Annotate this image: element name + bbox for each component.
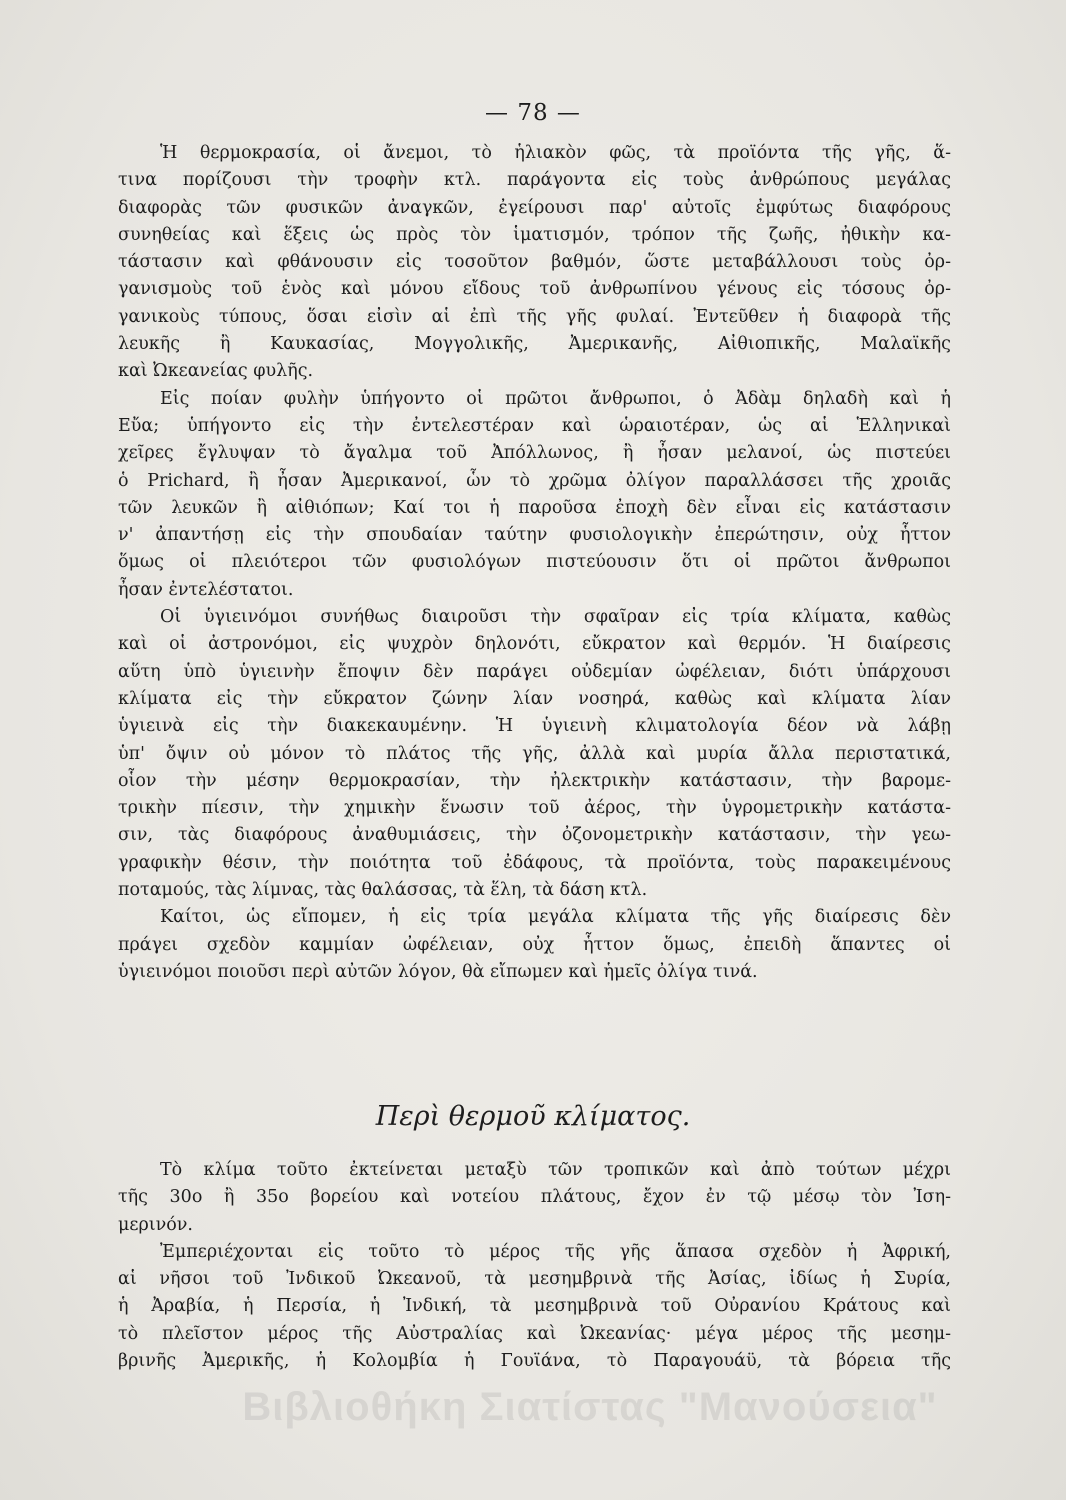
text-line: ὁ Prichard, ἢ ἦσαν Ἀμερικανοί, ὧν τὸ χρῶμα ὀλίγον παραλλάσσει τῆς χροιᾶς [118,470,951,491]
text-line: ποταμούς, τὰς λίμνας, τὰς θαλάσσας, τὰ ἕλη, τὰ δάση κτλ. [118,880,648,901]
text-line: οἷον τὴν μέσην θερμοκρασίαν, τὴν ἠλεκτρικὴν κατάστασιν, τὴν βαρομε- [118,770,951,791]
text-line: τῶν λευκῶν ἢ αἰθιόπων; Καί τοι ἡ παροῦσα ἐποχὴ δὲν εἶναι εἰς κατάστασιν [118,497,951,518]
text-line: τινα πορίζουσι τὴν τροφὴν κτλ. παράγοντα εἰς τοὺς ἀνθρώπους μεγάλας [118,170,951,191]
text-line: διαφορὰς τῶν φυσικῶν ἀναγκῶν, ἐγείρουσι παρ' αὐτοῖς ἐμφύτως διαφόρους [118,197,951,218]
section-heading: Περὶ θερμοῦ κλίματος. [375,1101,691,1132]
text-line: καὶ οἱ ἀστρονόμοι, εἰς ψυχρὸν δηλονότι, εὔκρατον καὶ θερμόν. Ἡ διαίρεσις [118,634,951,655]
body-text-bottom [118,1157,951,1375]
text-line: ὑπ' ὄψιν οὐ μόνον τὸ πλάτος τῆς γῆς, ἀλλὰ καὶ μυρία ἄλλα περιστατικά, [118,743,951,764]
text-line: συνηθείας καὶ ἕξεις ὡς πρὸς τὸν ἱματισμόν, τρόπον τῆς ζωῆς, ἠθικὴν κα- [118,224,951,245]
text-line: Τὸ κλίμα τοῦτο ἐκτείνεται μεταξὺ τῶν τροπικῶν καὶ ἀπὸ τούτων μέχρι [160,1160,951,1180]
text-line: ὑγιεινόμοι ποιοῦσι περὶ αὐτῶν λόγον, θὰ εἴπωμεν καὶ ἡμεῖς ὀλίγα τινά. [118,961,758,982]
library-watermark: Βιβλιοθήκη Σιατίστας "Μανούσεια" [242,1385,938,1429]
text-line: τῆς 30ο ἢ 35ο βορείου καὶ νοτείου πλάτους, ἔχον ἐν τῷ μέσῳ τὸν Ἰση- [118,1187,951,1208]
text-line: σιν, τὰς διαφόρους ἀναθυμιάσεις, τὴν ὀζονομετρικὴν κατάστασιν, τὴν γεω- [118,825,951,846]
text-line: ἡ Ἀραβία, ἡ Περσία, ἡ Ἰνδική, τὰ μεσημβρινὰ τοῦ Οὐρανίου Κράτους καὶ [118,1296,951,1317]
text-line: τάστασιν καὶ φθάνουσιν εἰς τοσοῦτον βαθμόν, ὥστε μεταβάλλουσι τοὺς ὀρ- [118,252,951,273]
text-line: Καίτοι, ὡς εἴπομεν, ἡ εἰς τρία μεγάλα κλίματα τῆς γῆς διαίρεσις δὲν [160,907,951,928]
text-line: Εἰς ποίαν φυλὴν ὑπήγοντο οἱ πρῶτοι ἄνθρωποι, ὁ Ἀδὰμ δηλαδὴ καὶ ἡ [160,388,951,409]
text-line: γραφικὴν θέσιν, τὴν ποιότητα τοῦ ἐδάφους, τὰ προϊόντα, τοὺς παρακειμένους [118,852,951,873]
text-line: Ἐμπεριέχονται εἰς τοῦτο τὸ μέρος τῆς γῆς ἅπασα σχεδὸν ἡ Ἀφρική, [160,1241,951,1262]
text-line: Οἱ ὑγιεινόμοι συνήθως διαιροῦσι τὴν σφαῖραν εἰς τρία κλίματα, καθὼς [160,607,951,628]
text-line: αἱ νῆσοι τοῦ Ἰνδικοῦ Ὠκεανοῦ, τὰ μεσημβρινὰ τῆς Ἀσίας, ἰδίως ἡ Συρία, [118,1269,951,1290]
text-line: τρικὴν πίεσιν, τὴν χημικὴν ἕνωσιν τοῦ ἀέρος, τὴν ὑγρομετρικὴν κατάστα- [118,798,951,819]
text-line: ἦσαν ἐντελέστατοι. [118,579,294,600]
text-line: γανισμοὺς τοῦ ἑνὸς καὶ μόνου εἴδους τοῦ ἀνθρωπίνου γένους εἰς τόσους ὀρ- [118,279,951,300]
text-line: Εὔα; ὑπήγοντο εἰς τὴν ἐντελεστέραν καὶ ὡραιοτέραν, ὡς αἱ Ἑλληνικαὶ [118,415,951,436]
text-line: λευκῆς ἢ Καυκασίας, Μογγολικῆς, Ἀμερικανῆς, Αἰθιοπικῆς, Μαλαϊκῆς [118,334,951,355]
text-line: πράγει σχεδὸν καμμίαν ὠφέλειαν, οὐχ ἧττον ὅμως, ἐπειδὴ ἅπαντες οἱ [118,934,951,955]
text-line: κλίματα εἰς τὴν εὔκρατον ζώνην λίαν νοσηρά, καθὼς καὶ κλίματα λίαν [118,688,951,709]
text-line: ὑγιεινὰ εἰς τὴν διακεκαυμένην. Ἡ ὑγιεινὴ κλιματολογία δέον νὰ λάβῃ [118,716,951,737]
text-line: αὕτη ὑπὸ ὑγιεινὴν ἔποψιν δὲν παράγει οὐδεμίαν ὠφέλειαν, διότι ὑπάρχουσι [118,661,951,682]
text-line: ὅμως οἱ πλειότεροι τῶν φυσιολόγων πιστεύουσιν ὅτι οἱ πρῶτοι ἄνθρωποι [118,552,951,573]
text-line: καὶ Ὠκεανείας φυλῆς. [118,361,314,382]
text-line: βρινῆς Ἀμερικῆς, ἡ Κολομβία ἡ Γουϊάνα, τὸ Παραγουάϋ, τὰ βόρεια τῆς [118,1351,951,1372]
text-line: τὸ πλεῖστον μέρος τῆς Αὐστραλίας καὶ Ὠκεανίας· μέγα μέρος τῆς μεσημ- [118,1323,951,1344]
text-line: ν' ἀπαντήσῃ εἰς τὴν σπουδαίαν ταύτην φυσιολογικὴν ἐπερώτησιν, οὐχ ἧττον [118,525,951,546]
text-line: γανικοὺς τύπους, ὅσαι εἰσὶν αἱ ἐπὶ τῆς γῆς φυλαί. Ἐντεῦθεν ἡ διαφορὰ τῆς [118,306,951,327]
body-text-top [118,140,951,986]
text-line: χεῖρες ἔγλυψαν τὸ ἄγαλμα τοῦ Ἀπόλλωνος, ἢ ἦσαν μελανοί, ὡς πιστεύει [118,443,951,464]
text-line: Ἡ θερμοκρασία, οἱ ἄνεμοι, τὸ ἡλιακὸν φῶς, τὰ προϊόντα τῆς γῆς, ἅ- [160,143,951,163]
page-number: — 78 — [485,100,581,126]
text-line: μερινόν. [118,1214,193,1235]
